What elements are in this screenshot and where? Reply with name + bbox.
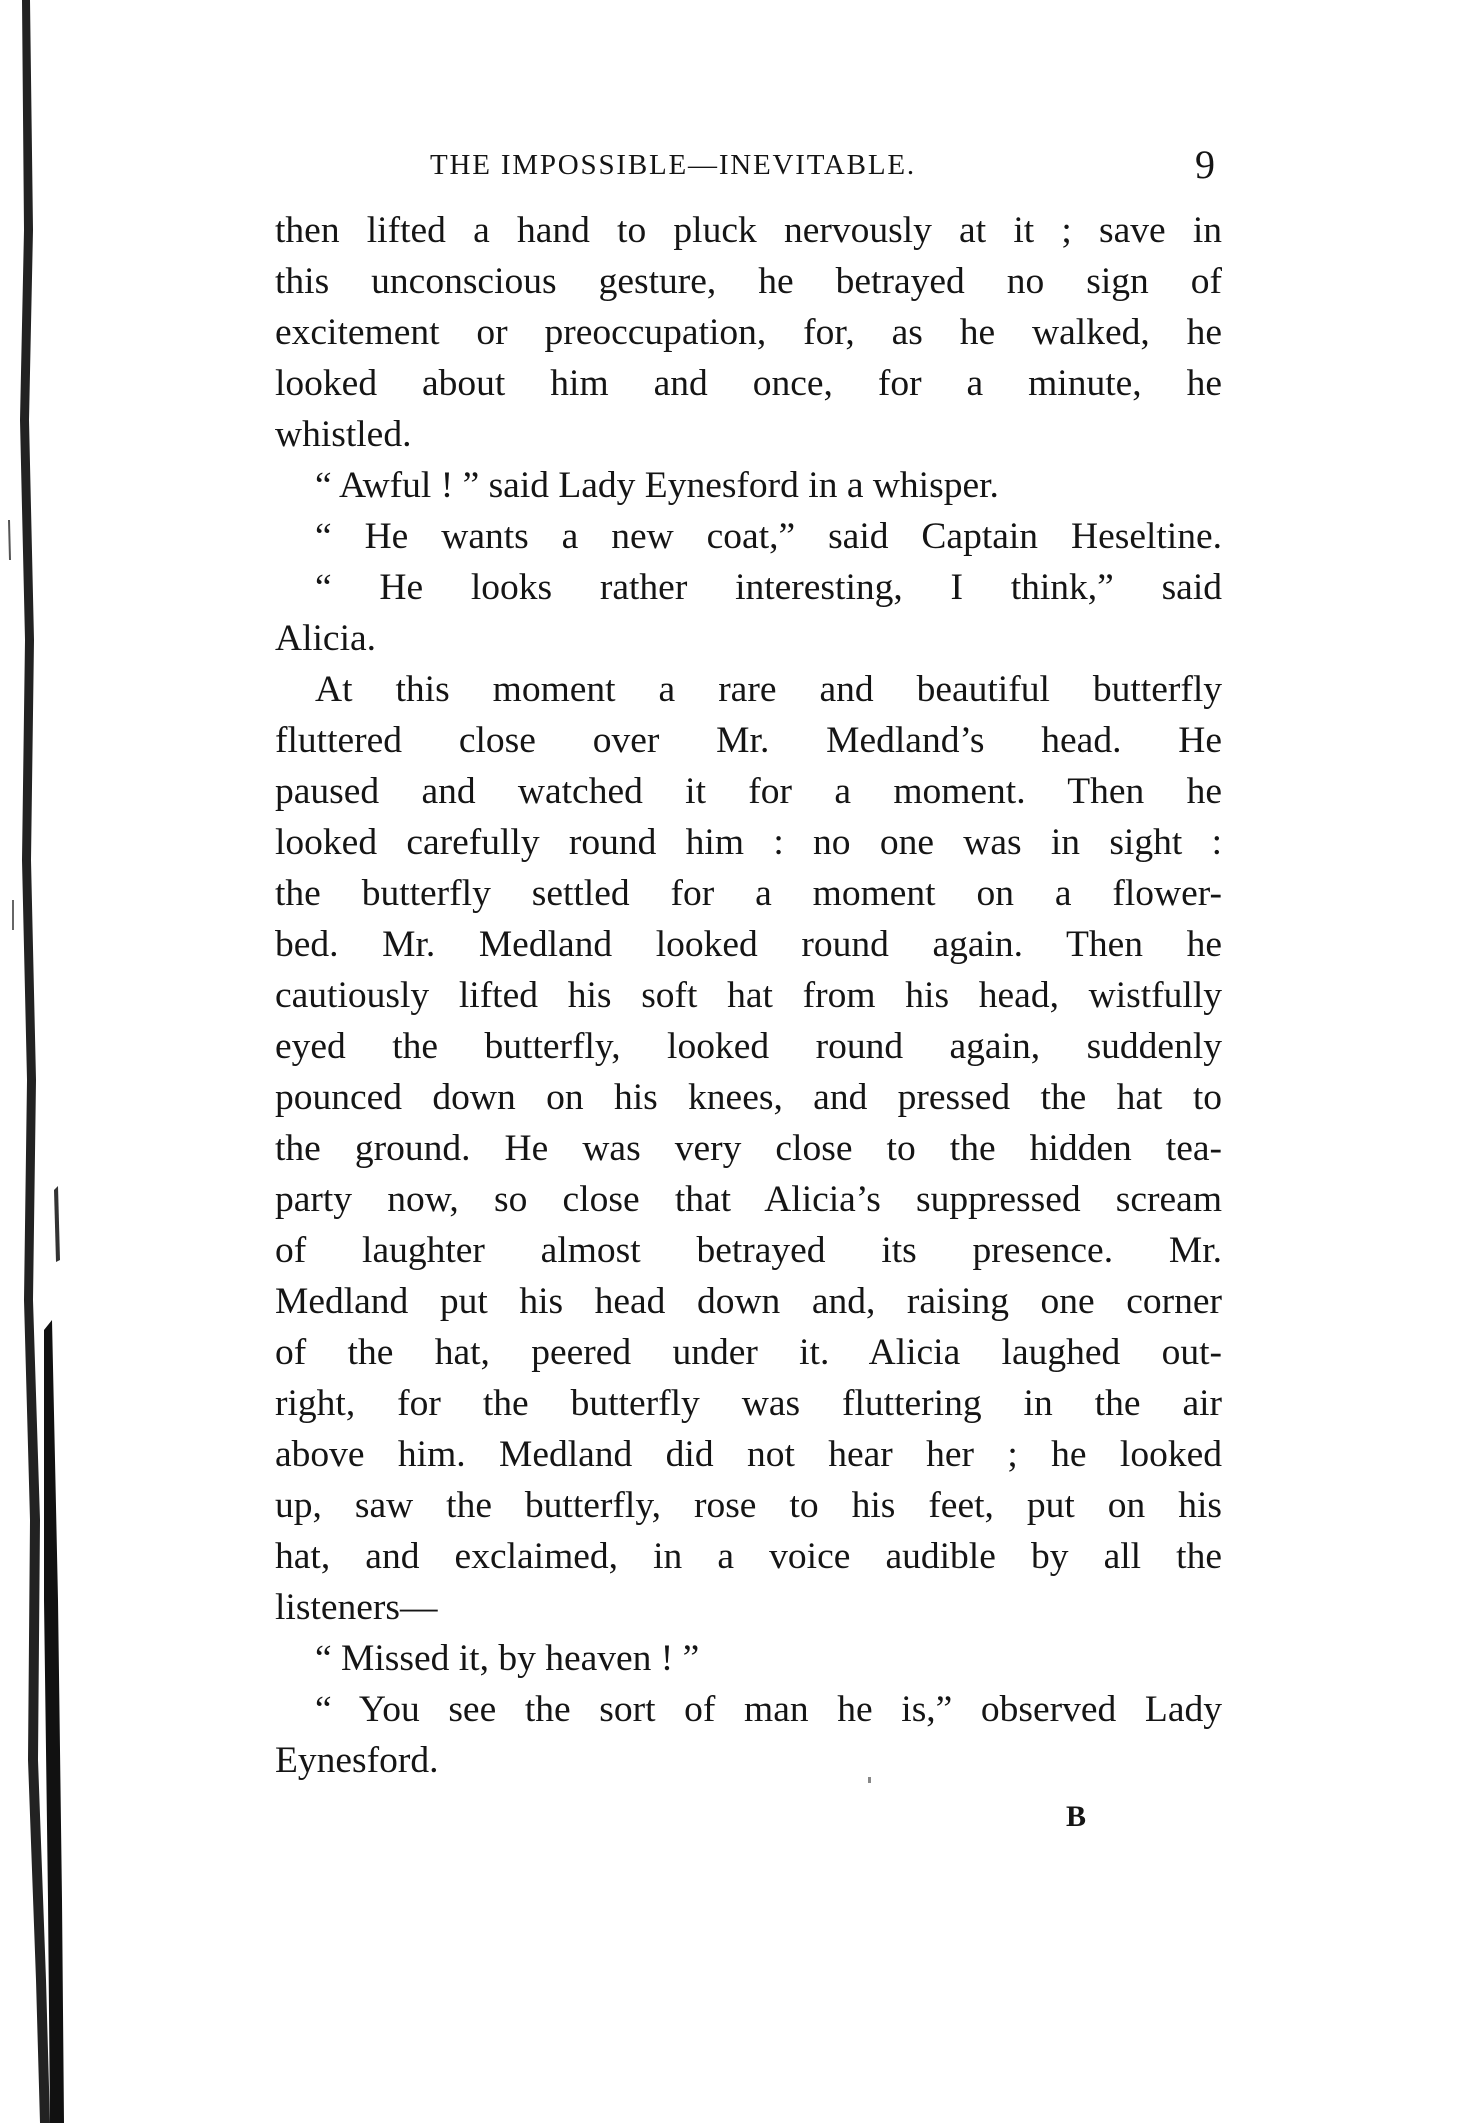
text-line: “ He wants a new coat,” said Captain Heseltine. xyxy=(315,516,1222,557)
page-header xyxy=(275,140,1225,190)
text-line: looked carefully round him : no one was in sight : xyxy=(275,822,1222,863)
ink-speck xyxy=(868,1777,871,1783)
text-line: “ Missed it, by heaven ! ” xyxy=(315,1638,700,1679)
text-line: “ You see the sort of man he is,” observed Lady xyxy=(315,1689,1222,1730)
text-line: the butterfly settled for a moment on a flower- xyxy=(275,873,1222,914)
body-text xyxy=(275,205,1222,1786)
text-line: paused and watched it for a moment. Then he xyxy=(275,771,1222,812)
text-line: pounced down on his knees, and pressed the hat to xyxy=(275,1077,1222,1118)
text-line: above him. Medland did not hear her ; he looked xyxy=(275,1434,1222,1475)
text-line: the ground. He was very close to the hidden tea- xyxy=(275,1128,1222,1169)
signature-mark: B xyxy=(1066,1800,1087,1833)
text-line: of the hat, peered under it. Alicia laughed out- xyxy=(275,1332,1222,1373)
text-line: whistled. xyxy=(275,414,412,455)
running-head: THE IMPOSSIBLE—INEVITABLE. xyxy=(430,149,916,181)
text-line: then lifted a hand to pluck nervously at it ; save in xyxy=(275,210,1222,251)
text-line: looked about him and once, for a minute, he xyxy=(275,363,1222,404)
binding-shadow xyxy=(0,0,95,2123)
text-line: excitement or preoccupation, for, as he walked, he xyxy=(275,312,1222,353)
text-line: hat, and exclaimed, in a voice audible by all the xyxy=(275,1536,1222,1577)
text-line: At this moment a rare and beautiful butterfly xyxy=(315,669,1222,710)
text-line: listeners— xyxy=(275,1587,438,1628)
text-line: cautiously lifted his soft hat from his head, wistfully xyxy=(275,975,1222,1016)
text-line: fluttered close over Mr. Medland’s head. He xyxy=(275,720,1222,761)
text-line: this unconscious gesture, he betrayed no sign of xyxy=(275,261,1222,302)
text-line: Eynesford. xyxy=(275,1740,439,1781)
text-line: of laughter almost betrayed its presence. Mr. xyxy=(275,1230,1222,1271)
text-line: eyed the butterfly, looked round again, suddenly xyxy=(275,1026,1222,1067)
page-number: 9 xyxy=(1195,142,1215,187)
text-line: “ He looks rather interesting, I think,” said xyxy=(315,567,1222,608)
text-line: bed. Mr. Medland looked round again. Then he xyxy=(275,924,1222,965)
text-line: party now, so close that Alicia’s suppressed scream xyxy=(275,1179,1222,1220)
text-line: right, for the butterfly was fluttering in the air xyxy=(275,1383,1222,1424)
text-line: Alicia. xyxy=(275,618,377,659)
text-line: Medland put his head down and, raising one corner xyxy=(275,1281,1222,1322)
text-line: up, saw the butterfly, rose to his feet, put on his xyxy=(275,1485,1222,1526)
text-line: “ Awful ! ” said Lady Eynesford in a whisper. xyxy=(315,465,999,506)
